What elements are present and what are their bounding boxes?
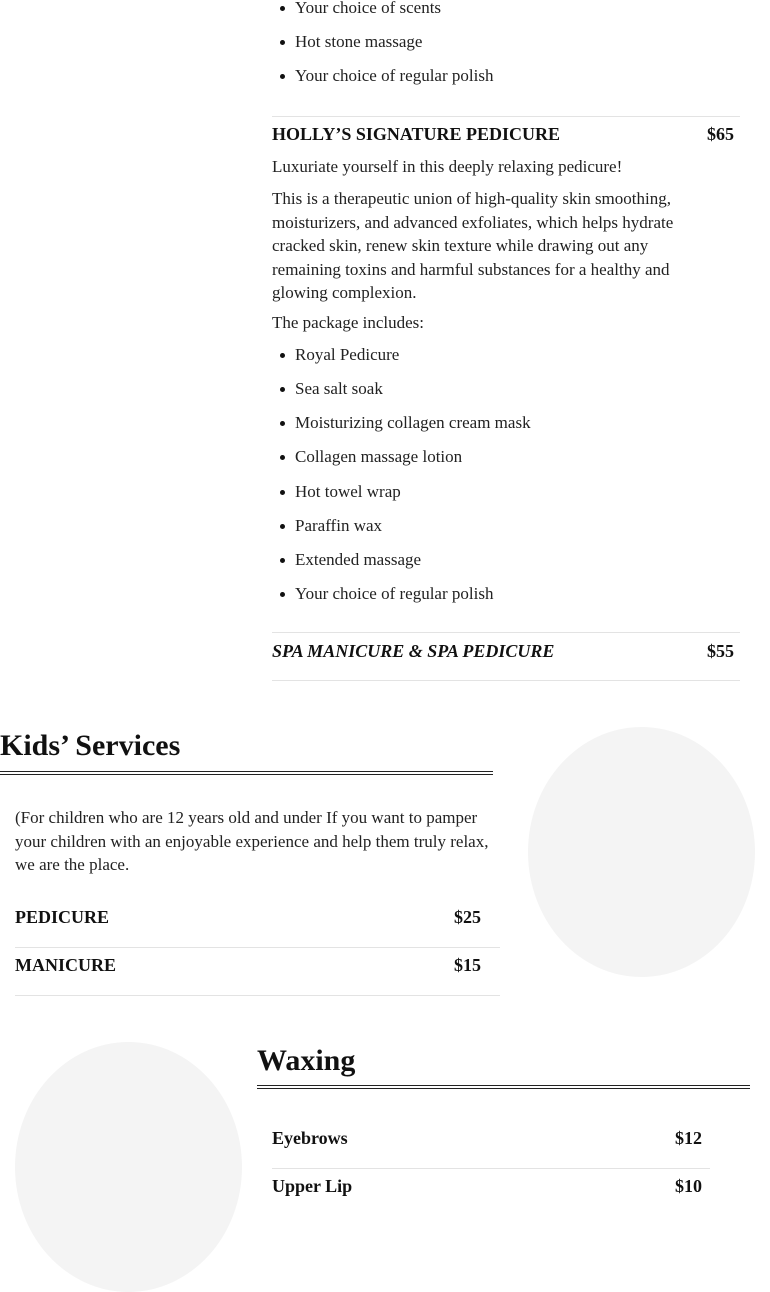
- list-item: Royal Pedicure: [272, 345, 712, 365]
- kids-image-placeholder: [528, 727, 755, 977]
- kids-service-price-pedicure: $25: [454, 907, 481, 927]
- divider: [272, 116, 740, 117]
- top-includes-list: [272, 0, 712, 86]
- list-item: Hot towel wrap: [272, 482, 712, 502]
- service-name-signature: HOLLY’S SIGNATURE PEDICURE: [272, 124, 561, 144]
- list-item: Your choice of scents: [272, 0, 712, 18]
- waxing-service-price-eyebrows: $12: [675, 1128, 702, 1148]
- list-item: Collagen massage lotion: [272, 447, 712, 467]
- signature-includes-label: The package includes:: [272, 313, 424, 332]
- kids-service-price-manicure: $15: [454, 955, 481, 975]
- waxing-service-name-eyebrows: Eyebrows: [272, 1128, 348, 1148]
- divider: [15, 947, 500, 948]
- signature-includes-list: [272, 345, 712, 604]
- service-price-spa-combo: $55: [707, 641, 734, 661]
- waxing-service-name-upper-lip: Upper Lip: [272, 1176, 353, 1196]
- divider: [15, 995, 500, 996]
- kids-service-name-pedicure: PEDICURE: [15, 907, 110, 927]
- kids-title-underline: [0, 771, 493, 775]
- waxing-service-price-upper-lip: $10: [675, 1176, 702, 1196]
- waxing-image-placeholder: [15, 1042, 242, 1292]
- list-item: Paraffin wax: [272, 516, 712, 536]
- list-item: Moisturizing collagen cream mask: [272, 413, 712, 433]
- list-item: Sea salt soak: [272, 379, 712, 399]
- list-item: Your choice of regular polish: [272, 66, 712, 86]
- divider: [272, 680, 740, 681]
- signature-intro: Luxuriate yourself in this deeply relaxing pedicure!: [272, 157, 623, 176]
- signature-description: This is a therapeutic union of high-quality skin smoothing, moisturizers, and advanced exfoliates, which helps hydrate cracked skin, renew skin texture while drawing out any remaining toxins and harmful substances for a healthy and glowing complexion.: [272, 189, 674, 302]
- service-name-spa-combo: SPA MANICURE & SPA PEDICURE: [272, 641, 555, 661]
- waxing-section-title: Waxing: [257, 1044, 356, 1077]
- waxing-title-underline: [257, 1085, 750, 1089]
- list-item: Your choice of regular polish: [272, 584, 712, 604]
- kids-section-title: Kids’ Services: [0, 729, 181, 762]
- list-item: Hot stone massage: [272, 32, 712, 52]
- kids-service-name-manicure: MANICURE: [15, 955, 116, 975]
- list-item: Extended massage: [272, 550, 712, 570]
- service-price-signature: $65: [707, 124, 734, 144]
- divider: [272, 1168, 710, 1169]
- divider: [272, 632, 740, 633]
- kids-description: (For children who are 12 years old and under If you want to pamper your children with an enjoyable experience and help them truly relax, we are the place.: [15, 808, 489, 874]
